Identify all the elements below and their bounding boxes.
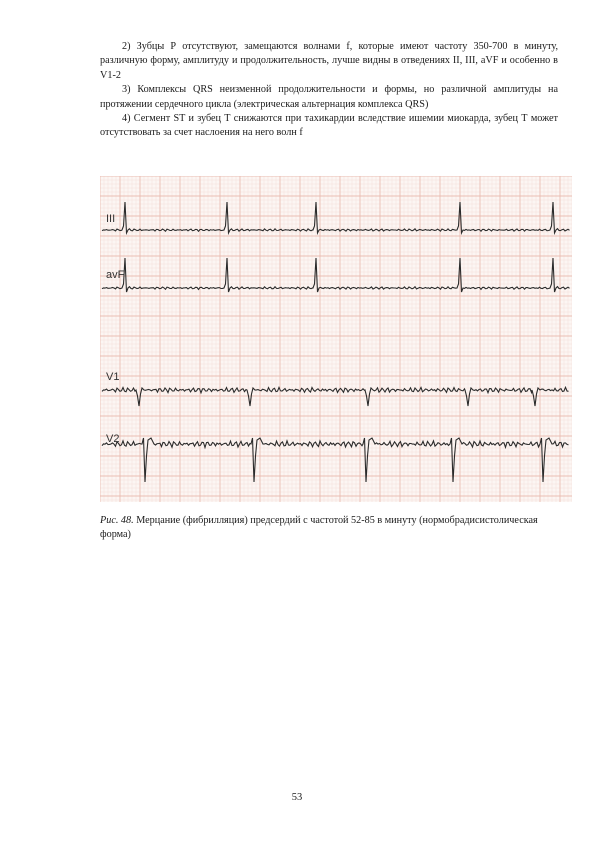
ecg-figure xyxy=(100,176,572,502)
paragraph-item-3: 3) Комплексы QRS неизменной продолжительности и формы, но различной амплитуды на протяжении сердечного цикла (электрическая альтернация комплекса QRS) xyxy=(100,84,558,110)
paragraph-item-4: 4) Сегмент ST и зубец Т снижаются при тахикардии вследствие ишемии миокарда, зубец Т может отсутствовать за счет наслоения на него волн f xyxy=(100,113,558,139)
page-number: 53 xyxy=(291,792,303,803)
lead-label-v1: V1 xyxy=(106,371,120,383)
paragraph-item-2: 2) Зубцы Р отсутствуют, замещаются волнами f, которые имеют частоту 350-700 в минуту, различную форму, амплитуду и продолжительность, лучше видны в отведениях II, III, aVF и особенно в V1-2 xyxy=(100,41,558,81)
lead-label-avf: avF xyxy=(106,269,125,281)
lead-label-v2: V2 xyxy=(106,433,120,445)
body-text xyxy=(100,40,558,141)
lead-label-iii: III xyxy=(106,213,116,225)
figure-caption xyxy=(100,514,558,543)
caption-label: Рис. 48. xyxy=(100,515,134,526)
ecg-strip xyxy=(100,176,572,502)
caption-text: Мерцание (фибрилляция) предсердий с частотой 52-85 в минуту (нормобрадисистолическая форма) xyxy=(100,515,538,541)
ecg-grid xyxy=(100,176,572,502)
